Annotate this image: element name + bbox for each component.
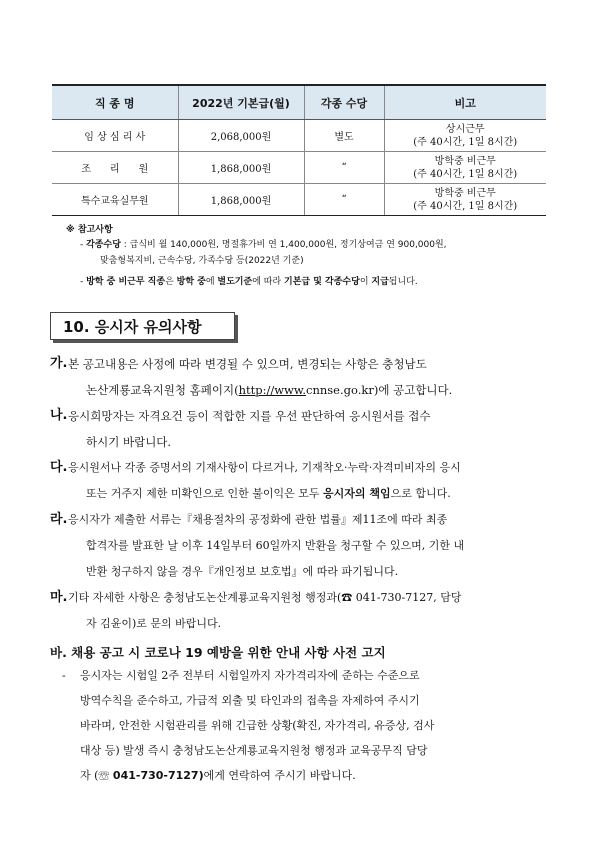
item-text: 논산계룡교육지원청 홈페이지( <box>86 383 239 397</box>
item-text-cont <box>68 377 546 403</box>
item-marker: 라. <box>50 512 68 527</box>
ref-text: 에 <box>205 277 218 287</box>
dash-bullet: - <box>62 669 66 682</box>
item-text-cont: 하시기 바랍니다. <box>86 435 172 449</box>
header-note: 비고 <box>384 85 546 120</box>
item-text: 응시자가 제출한 서류는『채용절차의 공정화에 관한 법률』제11조에 따라 최종 <box>68 513 448 526</box>
cell-pay: 1,868,000원 <box>178 184 304 216</box>
cell-job: 임 상 심 리 사 <box>52 120 178 152</box>
item-marker: 마. <box>50 590 68 605</box>
note-line-1: 방학중 비근무 <box>434 155 496 167</box>
header-pay: 2022년 기본급(월) <box>178 85 304 120</box>
covid-line: 바라며, 안전한 시험관리를 위해 긴급한 상황(확진, 자가격리, 유증상, 검사 <box>80 719 435 732</box>
item-text: 으로 합니다. <box>390 487 451 500</box>
responsibility-emphasis: 응시자의 책임 <box>323 487 391 500</box>
note-line-2: (주 40시간, 1일 8시간) <box>413 136 518 148</box>
allowance-label: 각종수당 <box>86 240 121 250</box>
cell-pay: 2,068,000원 <box>178 120 304 152</box>
item-marker: 나. <box>50 408 68 423</box>
reference-allowance-line-2: 맞춤형복지비, 근속수당, 가족수당 등(2022년 기준) <box>100 256 304 266</box>
covid-text: 자 (☏ <box>80 769 113 782</box>
section-heading: 10. 응시자 유의사항 <box>50 312 235 340</box>
ref-bold: 방학 중 <box>176 277 206 287</box>
cell-note <box>384 152 546 184</box>
covid-text: 에게 연락하여 주시기 바랍니다. <box>203 769 356 782</box>
cell-job: 조 리 원 <box>52 152 178 184</box>
cell-allowance: 별도 <box>304 120 384 152</box>
item-text: 응시원서나 각종 증명서의 기재사항이 다르거나, 기재착오·누락·자격미비자의 응시 <box>68 461 461 474</box>
cell-note <box>384 120 546 152</box>
item-text-cont: 합격자를 발표한 날 이후 14일부터 60일까지 반환을 청구할 수 있으며, 기한 내 <box>86 539 465 552</box>
ref-bold: 별도기준 <box>217 277 253 287</box>
table-header-row <box>52 85 546 120</box>
item-text: 본 공고내용은 사정에 따라 변경될 수 있으며, 변경되는 사항은 충청남도 <box>68 357 427 371</box>
cell-job: 특수교육실무원 <box>52 184 178 216</box>
note-line-2: (주 40시간, 1일 8시간) <box>413 200 518 212</box>
item-text: cnnse.go.kr)에 공고합니다. <box>306 383 453 397</box>
reference-allowance-line: - 각종수당 : 급식비 월 140,000원, 명절휴가비 연 1,400,000원, 정기상여금 연 900,000원, <box>80 240 447 250</box>
ref-text: 됩니다. <box>388 277 418 287</box>
cell-allowance: “ <box>304 184 384 216</box>
covid-notice-body <box>62 663 546 788</box>
header-job: 직 종 명 <box>52 85 178 120</box>
covid-line: 응시자는 시험일 2주 전부터 시험일까지 자가격리자에 준하는 수준으로 <box>80 669 420 682</box>
reference-vacation-line: - 방학 중 비근무 직종은 방학 중에 별도기준에 따라 기본급 및 각종수당이 지급됩니다. <box>80 277 418 287</box>
reference-title: ※ 참고사항 <box>66 225 113 235</box>
item-marker: 다. <box>50 460 68 475</box>
note-line-1: 방학중 비근무 <box>434 187 496 199</box>
item-text-cont <box>68 481 546 507</box>
covid-notice-title: 바. 채용 공고 시 코로나 19 예방을 위한 안내 사항 사전 고지 <box>50 645 386 660</box>
notice-item-ma <box>50 585 546 637</box>
notice-item-ga <box>50 351 546 403</box>
notice-item-ra <box>50 507 546 585</box>
ref-text: 에 따라 <box>252 277 284 287</box>
item-text-cont: 반환 청구하지 않을 경우『개인정보 보호법』에 따라 파기됩니다. <box>86 565 399 578</box>
homepage-link[interactable]: http://www. <box>238 383 307 397</box>
item-text: 기타 자세한 사항은 충청남도논산계룡교육지원청 행정과(☎ 041-730-7127, 담당 <box>68 591 462 604</box>
item-text-cont: 자 김윤이)로 문의 바랍니다. <box>86 617 222 630</box>
salary-table <box>52 84 546 216</box>
ref-text: 은 <box>165 277 177 287</box>
header-allowance: 각종 수당 <box>304 85 384 120</box>
vacation-job-label: 방학 중 비근무 직종 <box>86 277 166 287</box>
notice-item-na <box>50 403 546 455</box>
cell-note <box>384 184 546 216</box>
note-line-2: (주 40시간, 1일 8시간) <box>413 168 518 180</box>
item-marker: 가. <box>50 356 68 371</box>
covid-line: 대상 등) 발생 즉시 충청남도논산계룡교육지원청 행정과 교육공무직 담당 <box>80 744 428 757</box>
ref-text: 이 <box>359 277 372 287</box>
table-row <box>52 184 546 216</box>
ref-bold: 지급 <box>371 277 389 287</box>
item-text: 응시희망자는 자격요건 등이 적합한 지를 우선 판단하여 응시원서를 접수 <box>68 409 431 423</box>
allowance-text: : 급식비 월 140,000원, 명절휴가비 연 1,400,000원, 정기상여금 연 900,000원, <box>120 240 447 250</box>
table-row <box>52 152 546 184</box>
notice-item-da <box>50 455 546 507</box>
covid-line: 방역수칙을 준수하고, 가급적 외출 및 타인과의 접촉을 자제하여 주시기 <box>80 694 420 707</box>
covid-line <box>80 769 356 782</box>
note-line-1: 상시근무 <box>445 123 485 135</box>
ref-bold: 기본급 및 각종수당 <box>284 277 360 287</box>
cell-pay: 1,868,000원 <box>178 152 304 184</box>
contact-phone: 041-730-7127) <box>112 769 204 782</box>
table-row <box>52 120 546 152</box>
item-text: 또는 거주지 제한 미확인으로 인한 불이익은 모두 <box>86 487 323 500</box>
cell-allowance: “ <box>304 152 384 184</box>
